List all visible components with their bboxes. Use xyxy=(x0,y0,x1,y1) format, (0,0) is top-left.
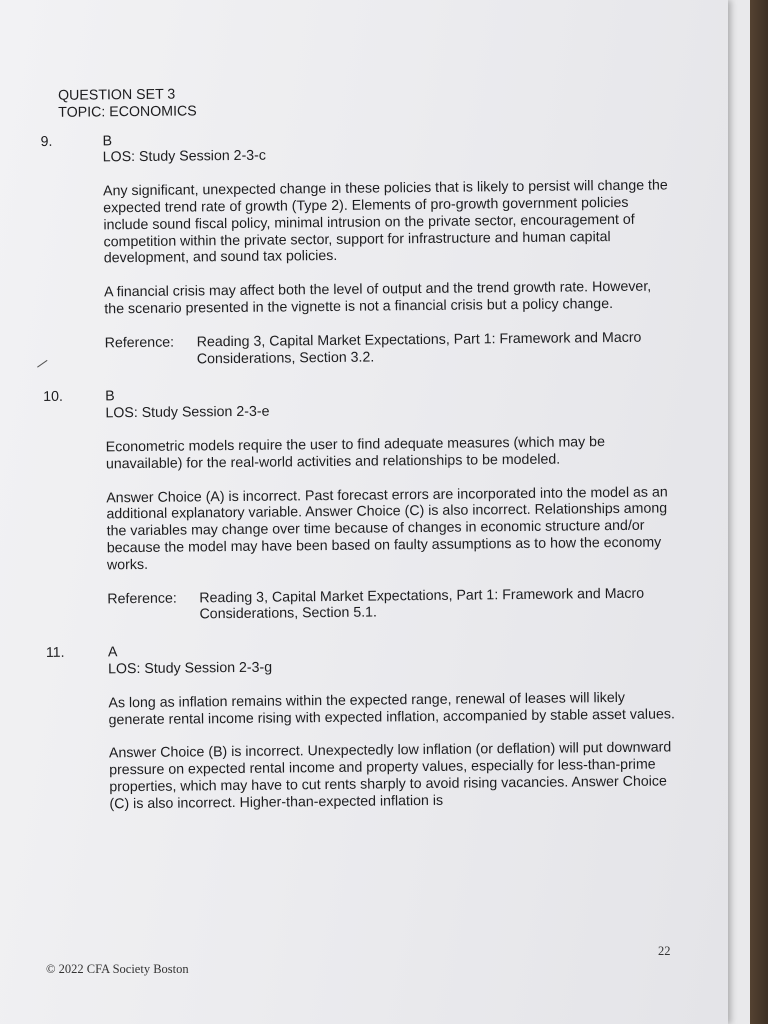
section-header xyxy=(58,81,670,121)
reference-text: Reading 3, Capital Market Expectations, Part 1: Framework and Macro Considerations, Section 5.1. xyxy=(199,585,645,623)
explanation-paragraph: Any significant, unexpected change in these policies that is likely to persist will change the expected trend rate of growth (Type 2). Elements of pro-growth government policies include sound fiscal policy, minimal intrusion on the private sector, encouragement of competition within the private sector, support for infrastructure and human capital development, and sound tax policies. xyxy=(103,177,668,267)
question-number: 9. xyxy=(40,133,53,150)
question-number: 10. xyxy=(43,389,64,406)
page-number: 22 xyxy=(658,944,671,958)
question-11 xyxy=(46,638,678,813)
answer-letter: B xyxy=(102,132,113,149)
reference-label: Reference: xyxy=(107,590,177,607)
reference-text: Reading 3, Capital Market Expectations, Part 1: Framework and Macro Considerations, Section 3.2. xyxy=(196,329,642,367)
explanation-paragraph: Answer Choice (A) is incorrect. Past forecast errors are incorporated into the model as an additional explanatory variable. Answer Choice (C) is also incorrect. Relationships among the variables may change over time because of changes in economic structure and/or because the model may have been based on faulty assumptions as to how the economy works. xyxy=(106,483,668,574)
copyright-notice: © 2022 CFA Society Boston xyxy=(46,962,189,976)
topic-title: TOPIC: ECONOMICS xyxy=(58,103,197,121)
los-line: LOS: Study Session 2-3-e xyxy=(105,403,270,422)
question-number: 11. xyxy=(45,644,65,662)
page-content xyxy=(40,81,678,813)
answer-letter: B xyxy=(105,388,115,405)
question-10 xyxy=(43,383,675,625)
explanation-paragraph: Econometric models require the user to find adequate measures (which may be unavailable) for the real-world activities and relationships to be modeled. xyxy=(105,434,606,473)
reference xyxy=(105,329,673,369)
explanation-paragraph: As long as inflation remains within the expected range, renewal of leases will likely generate rental income rising with expected inflation, accompanied by stable asset values. xyxy=(108,689,675,728)
explanation-paragraph: Answer Choice (B) is incorrect. Unexpectedly low inflation (or deflation) will put downward pressure on expected rental income and property values, especially for less-than-prime properties, which may have to cut rents sharply to avoid rising vacancies. Answer Choice (C) is also incorrect. Higher-than-expected inflation is xyxy=(108,739,672,813)
answer-letter: A xyxy=(107,644,118,661)
reference xyxy=(107,585,675,625)
explanation-paragraph: A financial crisis may affect both the level of output and the trend growth rate. However, the scenario presented in the vignette is not a financial crisis but a policy change. xyxy=(104,278,652,318)
los-line: LOS: Study Session 2-3-g xyxy=(108,659,273,678)
reference-label: Reference: xyxy=(104,334,175,352)
los-line: LOS: Study Session 2-3-c xyxy=(102,148,267,166)
question-set-title: QUESTION SET 3 xyxy=(57,86,176,104)
question-9 xyxy=(40,127,672,369)
